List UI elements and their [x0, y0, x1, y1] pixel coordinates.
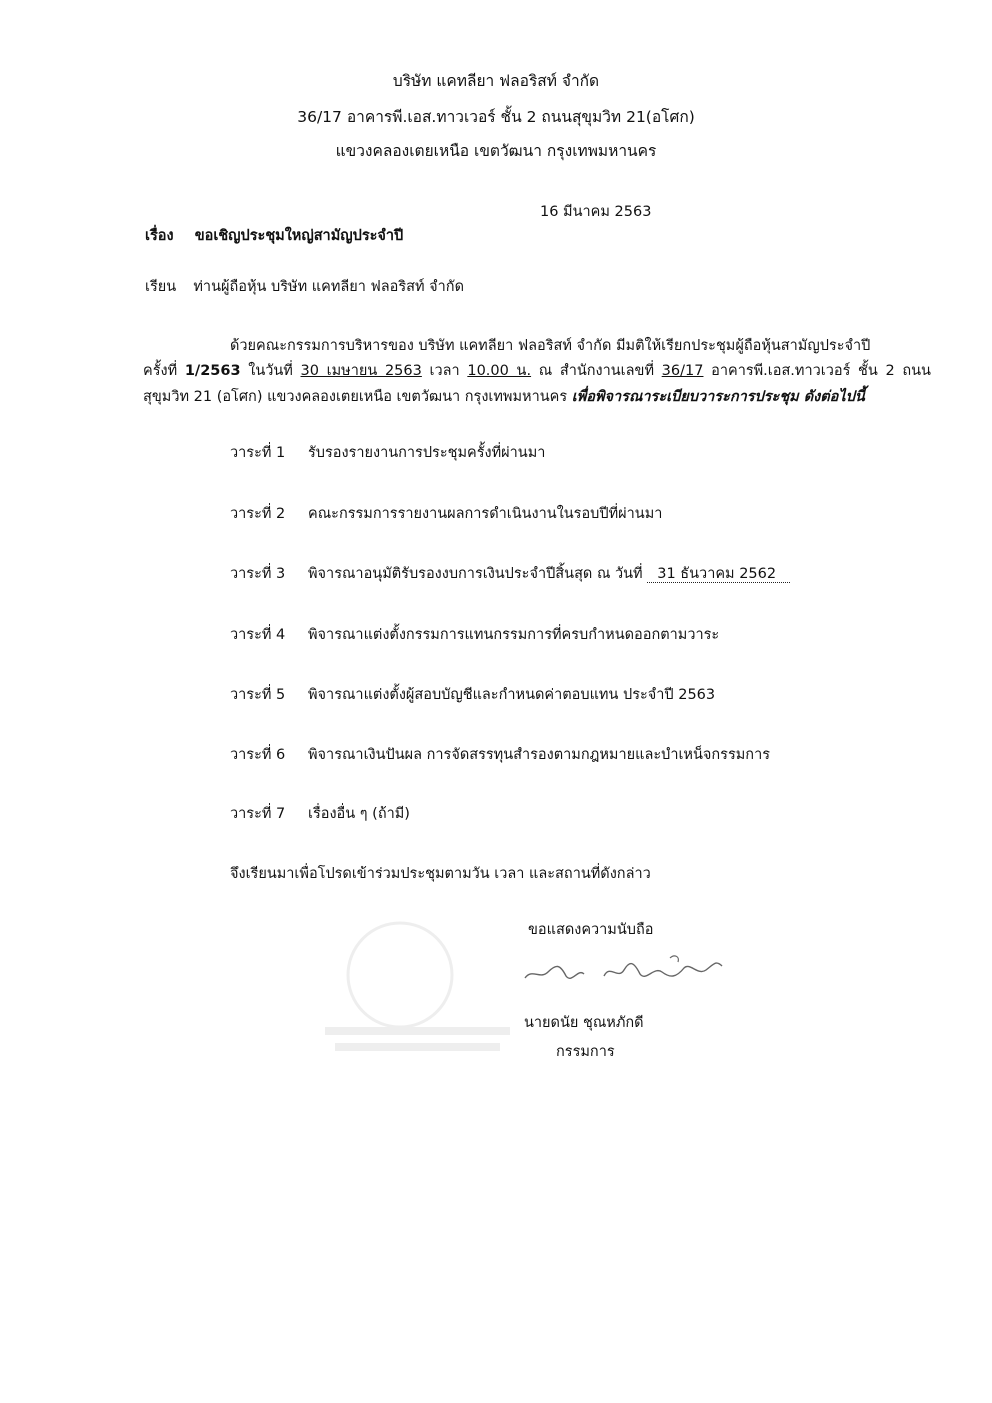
agenda-item-1 [230, 441, 545, 464]
office-number: 36/17 [661, 363, 704, 379]
agenda-text: เรื่องอื่น ๆ (ถ้ามี) [308, 806, 410, 822]
meeting-time: 10.00 น. [467, 363, 532, 379]
subject-label: เรื่อง [145, 228, 174, 244]
agenda-number: วาระที่ 3 [230, 566, 286, 582]
agenda-intro: เพื่อพิจารณาระเบียบวาระการประชุม ดังต่อไปนี้ [571, 389, 865, 405]
regards-text: ขอแสดงความนับถือ [528, 922, 654, 938]
address-line-1: 36/17 อาคารพี.เอส.ทาวเวอร์ ชั้น 2 ถนนสุขุมวิท 21(อโศก) [297, 108, 695, 126]
letter-date: 16 มีนาคม 2563 [540, 204, 652, 220]
body-line-2-suffix: อาคารพี.เอส.ทาวเวอร์ ชั้น 2 ถนน [703, 363, 931, 379]
agenda-item-4 [230, 623, 719, 646]
body-line-3 [143, 385, 931, 408]
body-line-2 [143, 359, 931, 382]
subject-line [145, 224, 403, 247]
agenda-text: พิจารณาอนุมัติรับรองงบการเงินประจำปีสิ้นสุด ณ วันที่ [308, 566, 643, 582]
body-line-2-mid1: ในวันที่ [240, 363, 301, 379]
fiscal-year-end-field: 31 ธันวาคม 2562 [647, 566, 790, 583]
company-name: บริษัท แคทลียา ฟลอริสท์ จำกัด [392, 72, 600, 90]
agenda-item-7 [230, 802, 410, 825]
agenda-text: พิจารณาแต่งตั้งกรรมการแทนกรรมการที่ครบกำหนดออกตามวาระ [308, 627, 720, 643]
agenda-item-5 [230, 683, 715, 706]
recipient-line [145, 275, 464, 298]
agenda-number: วาระที่ 4 [230, 627, 286, 643]
closing-line: จึงเรียนมาเพื่อโปรดเข้าร่วมประชุมตามวัน เวลา และสถานที่ดังกล่าว [230, 866, 651, 882]
agenda-number: วาระที่ 5 [230, 687, 286, 703]
agenda-text: รับรองรายงานการประชุมครั้งที่ผ่านมา [308, 445, 546, 461]
agenda-number: วาระที่ 6 [230, 747, 286, 763]
body-line-3-prefix: สุขุมวิท 21 (อโศก) แขวงคลองเตยเหนือ เขตวัฒนา กรุงเทพมหานคร [143, 389, 572, 405]
meeting-number: 1/2563 [184, 363, 241, 379]
agenda-number: วาระที่ 1 [230, 445, 286, 461]
company-seal-ghost [315, 915, 515, 1060]
agenda-item-6 [230, 743, 770, 766]
body-line-1: ด้วยคณะกรรมการบริหารของ บริษัท แคทลียา ฟลอริสท์ จำกัด มีมติให้เรียกประชุมผู้ถือหุ้นสามัญประจำปี [230, 338, 871, 354]
handwritten-signature [520, 950, 730, 990]
agenda-item-3 [230, 562, 790, 585]
body-line-2-mid3: ณ สำนักงานเลขที่ [531, 363, 662, 379]
agenda-text: คณะกรรมการรายงานผลการดำเนินงานในรอบปีที่ผ่านมา [308, 506, 663, 522]
meeting-date: 30 เมษายน 2563 [300, 363, 422, 379]
recipient-text: ท่านผู้ถือหุ้น บริษัท แคทลียา ฟลอริสท์ จำกัด [193, 279, 465, 295]
subject-text: ขอเชิญประชุมใหญ่สามัญประจำปี [194, 228, 404, 244]
recipient-label: เรียน [145, 279, 177, 295]
signatory-position: กรรมการ [556, 1044, 615, 1060]
address-line-2: แขวงคลองเตยเหนือ เขตวัฒนา กรุงเทพมหานคร [335, 142, 657, 160]
body-line-2-mid2: เวลา [421, 363, 468, 379]
agenda-text: พิจารณาเงินปันผล การจัดสรรทุนสำรองตามกฎหมายและบำเหน็จกรรมการ [308, 747, 771, 763]
agenda-number: วาระที่ 7 [230, 806, 286, 822]
body-line-2-prefix: ครั้งที่ [143, 363, 185, 379]
agenda-item-2 [230, 502, 662, 525]
signatory-name: นายดนัย ชุณหภักดี [524, 1015, 644, 1031]
agenda-number: วาระที่ 2 [230, 506, 286, 522]
agenda-text: พิจารณาแต่งตั้งผู้สอบบัญชีและกำหนดค่าตอบแทน ประจำปี 2563 [308, 687, 716, 703]
